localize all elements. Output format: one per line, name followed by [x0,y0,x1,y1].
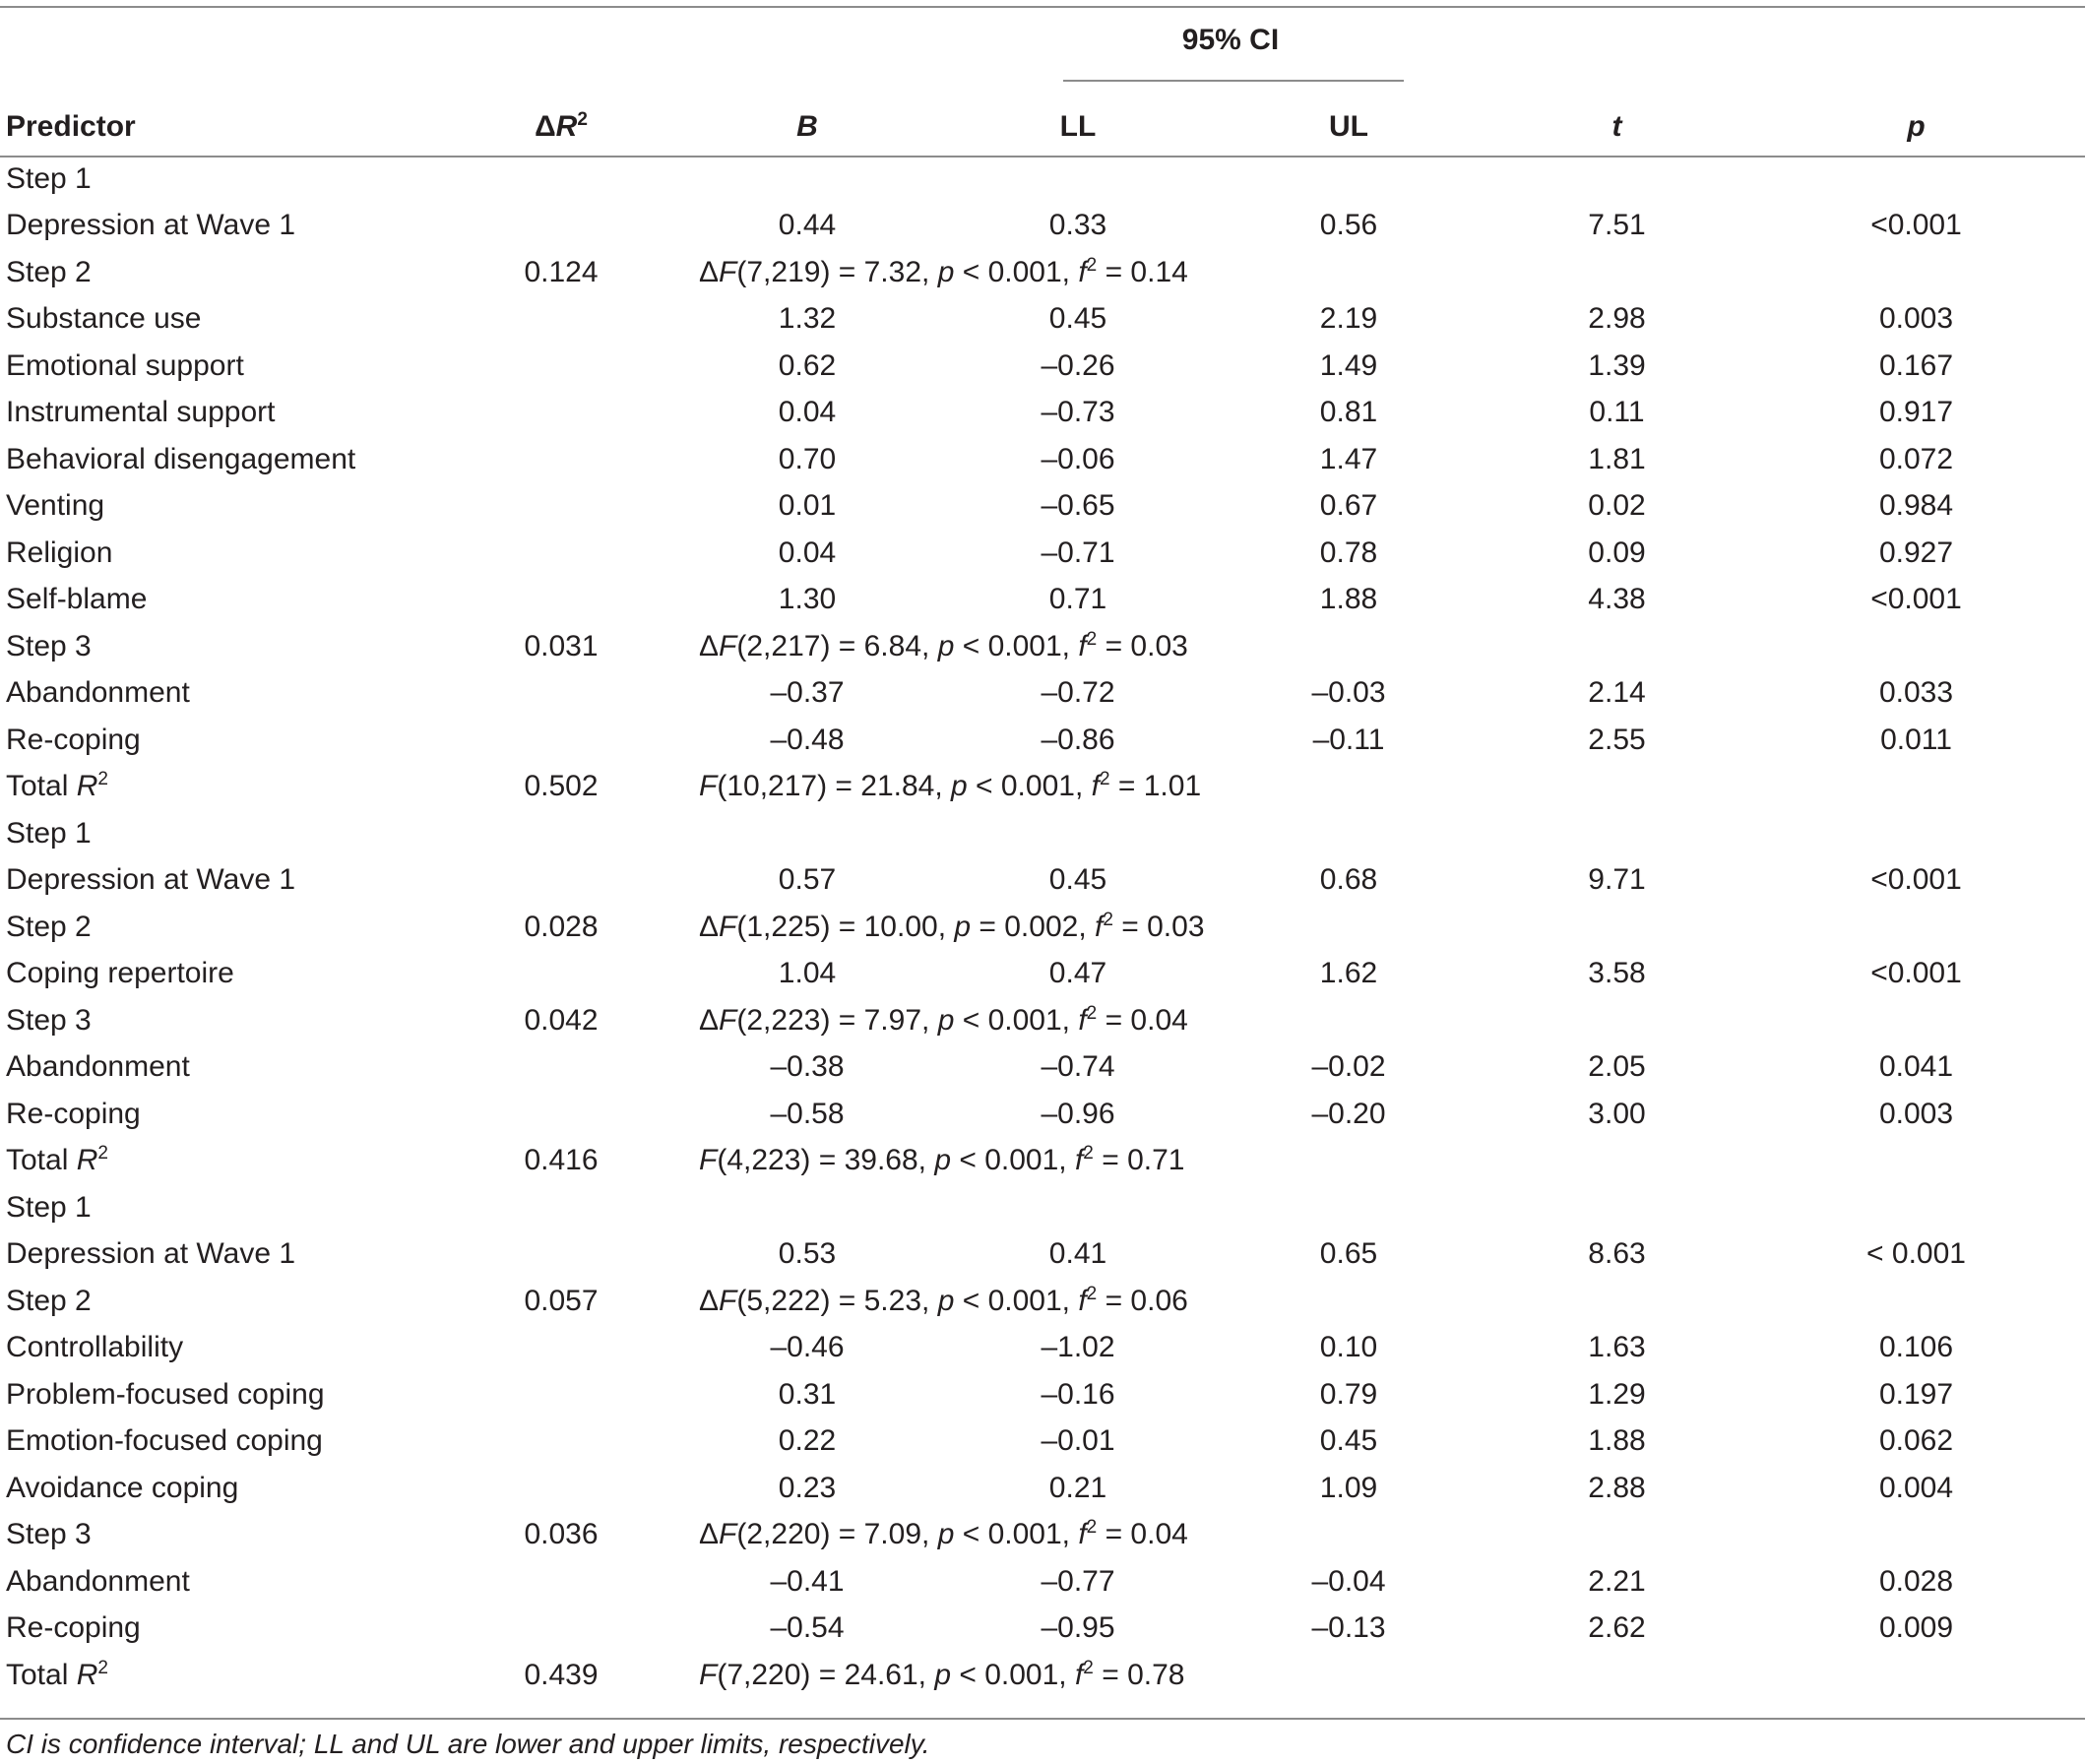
cell-b [669,156,945,203]
cell-delta-r2 [453,1606,669,1653]
cell-ul: 1.88 [1319,583,1378,616]
col-predictor: Predictor [6,110,136,143]
col-p: p [1907,110,1926,143]
table-row [0,1231,2085,1279]
cell-p: <0.001 [1870,209,1962,242]
cell-ll: –0.26 [1041,348,1115,382]
cell-predictor: Step 2 [6,910,92,943]
cell-delta-r2 [453,436,669,483]
cell-p: 0.041 [1878,1050,1954,1084]
bottom-rule [0,1718,2085,1720]
cell-b: –0.41 [770,1564,845,1598]
table-row [0,249,2085,296]
cell-delta-r2 [453,1558,669,1606]
cell-predictor: Depression at Wave 1 [6,1237,296,1271]
cell-t: 2.21 [1588,1564,1646,1598]
cell-delta-r2 [453,390,669,437]
cell-predictor: Abandonment [6,1564,190,1598]
cell-predictor: Step 1 [6,1190,92,1224]
cell-predictor: Avoidance coping [6,1471,239,1504]
cell-t: 2.55 [1588,723,1646,756]
cell-ll: –0.77 [1041,1564,1115,1598]
cell-delta-r2: 0.028 [524,910,599,943]
cell-predictor: Controllability [6,1331,184,1364]
table-row [0,1512,2085,1559]
cell-delta-r2: 0.042 [524,1003,599,1037]
table-row [0,997,2085,1044]
cell-predictor: Instrumental support [6,396,276,429]
table-row [0,1652,2085,1699]
cell-ll: 0.21 [1048,1471,1107,1504]
cell-ul: 0.78 [1319,536,1378,569]
cell-delta-r2 [453,156,669,203]
table-row [0,1558,2085,1606]
cell-p: 0.984 [1878,489,1954,523]
cell-ll: –0.95 [1041,1611,1115,1645]
cell-t: 8.63 [1588,1237,1646,1271]
cell-model-statistic: ΔF(5,222) = 5.23, p < 0.001, $f^2 = 0.06$ [699,1283,1188,1317]
table-row [0,857,2085,905]
cell-ul: 1.47 [1319,442,1378,475]
cell-predictor: Depression at Wave 1 [6,209,296,242]
cell-t: 0.09 [1588,536,1646,569]
cell-ul: 1.09 [1319,1471,1378,1504]
cell-p: 0.062 [1878,1424,1954,1458]
table-row [0,810,2085,857]
table-row [0,717,2085,764]
cell-b: 0.31 [778,1377,837,1411]
cell-t: 2.14 [1588,676,1646,710]
cell-t: 0.02 [1588,489,1646,523]
cell-delta-r2 [453,810,669,857]
cell-ul [1211,1184,1486,1231]
cell-p: 0.004 [1878,1471,1954,1504]
cell-delta-r2 [453,577,669,624]
cell-ll: –1.02 [1041,1331,1115,1364]
cell-ul: 0.81 [1319,396,1378,429]
cell-model-statistic: F(4,223) = 39.68, p < 0.001, $f^2 = 0.71$ [699,1143,1185,1177]
cell-model-statistic: ΔF(7,219) = 7.32, p < 0.001, $f^2 = 0.14$ [699,254,1188,288]
cell-delta-r2 [453,1044,669,1092]
cell-t: 1.39 [1588,348,1646,382]
table-row [0,623,2085,670]
cell-ll: –0.72 [1041,676,1115,710]
cell-t: 3.00 [1588,1097,1646,1130]
cell-t: 1.29 [1588,1377,1646,1411]
cell-delta-r2 [453,1184,669,1231]
table-note: CI is confidence interval; LL and UL are lower and upper limits, respectively. [6,1729,930,1759]
cell-predictor: Total $R^2$ [6,1143,108,1177]
cell-t: 7.51 [1588,209,1646,242]
cell-predictor: Venting [6,489,105,523]
cell-ll: 0.45 [1048,302,1107,336]
cell-b [669,1184,945,1231]
cell-p: 0.011 [1880,723,1952,756]
cell-delta-r2 [453,1325,669,1372]
col-b: B [796,110,818,143]
cell-ll [945,810,1211,857]
table-row [0,764,2085,811]
cell-t: 1.63 [1588,1331,1646,1364]
table-row [0,1325,2085,1372]
cell-predictor: Substance use [6,302,202,336]
cell-ul: 0.65 [1319,1237,1378,1271]
cell-b: 0.62 [778,348,837,382]
cell-predictor: Problem-focused coping [6,1377,325,1411]
cell-ll: 0.41 [1048,1237,1107,1271]
cell-delta-r2 [453,951,669,998]
cell-delta-r2 [453,670,669,718]
table-row [0,1465,2085,1512]
cell-predictor: Total $R^2$ [6,1657,108,1691]
cell-b: –0.54 [770,1611,845,1645]
cell-ll: 0.33 [1048,209,1107,242]
cell-predictor: Re-coping [6,1097,141,1130]
cell-predictor: Step 1 [6,161,92,195]
col-t: t [1611,110,1622,143]
cell-predictor: Step 3 [6,629,92,662]
cell-ul: 0.10 [1319,1331,1378,1364]
cell-b: 0.70 [778,442,837,475]
cell-p: < 0.001 [1866,1237,1966,1271]
cell-t [1486,1184,1747,1231]
cell-ll: –0.71 [1041,536,1115,569]
table-row [0,577,2085,624]
cell-delta-r2 [453,530,669,577]
cell-ul: 0.68 [1319,863,1378,897]
table-body [0,156,2085,1699]
cell-t: 4.38 [1588,583,1646,616]
cell-ll: –0.86 [1041,723,1115,756]
cell-predictor: Self-blame [6,583,148,616]
cell-ll: –0.65 [1041,489,1115,523]
cell-p: 0.072 [1878,442,1954,475]
ci-group-rule [1063,80,1404,82]
cell-p: 0.033 [1878,676,1954,710]
cell-ll: –0.06 [1041,442,1115,475]
cell-t: 0.11 [1589,396,1645,429]
cell-t: 1.88 [1588,1424,1646,1458]
cell-model-statistic: ΔF(1,225) = 10.00, p = 0.002, $f^2 = 0.03$ [699,909,1205,943]
table-row [0,436,2085,483]
cell-ul: –0.02 [1311,1050,1386,1084]
cell-ll: –0.01 [1041,1424,1115,1458]
cell-delta-r2 [453,483,669,531]
cell-p: 0.009 [1878,1611,1954,1645]
cell-ul [1211,156,1486,203]
table-row [0,530,2085,577]
cell-predictor: Step 3 [6,1518,92,1551]
table-row [0,483,2085,531]
cell-ll: –0.73 [1041,396,1115,429]
top-rule [0,6,2085,8]
cell-b: 0.04 [778,536,837,569]
cell-ul: –0.03 [1311,676,1386,710]
cell-predictor: Religion [6,536,113,569]
cell-p: 0.003 [1878,1097,1954,1130]
cell-model-statistic: ΔF(2,220) = 7.09, p < 0.001, $f^2 = 0.04$ [699,1517,1188,1551]
table-row [0,1091,2085,1138]
cell-b: 0.23 [778,1471,837,1504]
cell-delta-r2 [453,1231,669,1279]
cell-predictor: Emotion-focused coping [6,1424,323,1458]
cell-ul: 1.49 [1319,348,1378,382]
cell-b [669,810,945,857]
cell-p: 0.106 [1878,1331,1954,1364]
table-row [0,1418,2085,1466]
table-row [0,296,2085,344]
table-row [0,1371,2085,1418]
cell-t: 2.05 [1588,1050,1646,1084]
cell-t: 2.98 [1588,302,1646,336]
cell-ul: 1.62 [1319,957,1378,990]
cell-predictor: Step 2 [6,1284,92,1317]
cell-model-statistic: F(10,217) = 21.84, p < 0.001, $f^2 = 1.01$ [699,769,1202,803]
cell-delta-r2 [453,203,669,250]
cell-delta-r2 [453,717,669,764]
cell-ul: 0.56 [1319,209,1378,242]
cell-ul: 2.19 [1319,302,1378,336]
table-row [0,951,2085,998]
cell-ll: 0.47 [1048,957,1107,990]
cell-b: –0.48 [770,723,845,756]
cell-b: 0.44 [778,209,837,242]
cell-ul: 0.45 [1319,1424,1378,1458]
cell-t: 1.81 [1588,442,1646,475]
cell-delta-r2: 0.036 [524,1518,599,1551]
cell-b: –0.58 [770,1097,845,1130]
cell-ll [945,1184,1211,1231]
cell-model-statistic: ΔF(2,223) = 7.97, p < 0.001, $f^2 = 0.04$ [699,1002,1188,1037]
table-row [0,1184,2085,1231]
cell-ul: –0.20 [1311,1097,1386,1130]
cell-delta-r2: 0.416 [524,1144,599,1177]
cell-ll: 0.45 [1048,863,1107,897]
cell-predictor: Depression at Wave 1 [6,863,296,897]
table-header [0,98,2085,156]
cell-p [1747,156,2085,203]
cell-delta-r2: 0.439 [524,1658,599,1691]
cell-p: 0.197 [1878,1377,1954,1411]
ci-group-header: 95% CI [1181,24,1280,56]
cell-predictor: Step 3 [6,1003,92,1037]
cell-b: –0.46 [770,1331,845,1364]
cell-ul: 0.79 [1319,1377,1378,1411]
table-row [0,1044,2085,1092]
cell-t: 9.71 [1588,863,1646,897]
cell-predictor: Abandonment [6,1050,190,1084]
cell-delta-r2 [453,1091,669,1138]
col-delta-r2: $\Delta R^2$ [535,109,588,143]
regression-table [0,98,2085,1699]
cell-ul: –0.13 [1311,1611,1386,1645]
cell-b: 1.32 [778,302,837,336]
cell-b: –0.38 [770,1050,845,1084]
cell-predictor: Re-coping [6,723,141,756]
cell-delta-r2 [453,296,669,344]
cell-ll: –0.16 [1041,1377,1115,1411]
table-row [0,156,2085,203]
table-row [0,1606,2085,1653]
table-row [0,1138,2085,1185]
cell-delta-r2 [453,857,669,905]
cell-predictor: Step 2 [6,255,92,288]
cell-ul [1211,810,1486,857]
cell-p: 0.028 [1878,1564,1954,1598]
cell-b: 1.30 [778,583,837,616]
cell-b: 1.04 [778,957,837,990]
cell-b: 0.01 [778,489,837,523]
cell-ul: 0.67 [1319,489,1378,523]
cell-b: 0.53 [778,1237,837,1271]
cell-p: 0.917 [1878,396,1954,429]
cell-ll: 0.71 [1048,583,1107,616]
cell-t: 2.62 [1588,1611,1646,1645]
cell-t [1486,156,1747,203]
cell-b: 0.57 [778,863,837,897]
cell-predictor: Emotional support [6,348,244,382]
col-ll: LL [1059,110,1097,143]
cell-predictor: Coping repertoire [6,957,234,990]
cell-p [1747,810,2085,857]
cell-model-statistic: F(7,220) = 24.61, p < 0.001, $f^2 = 0.78$ [699,1657,1185,1691]
cell-b: –0.37 [770,676,845,710]
cell-ll [945,156,1211,203]
table-row [0,670,2085,718]
cell-predictor: Abandonment [6,676,190,710]
cell-delta-r2 [453,1465,669,1512]
cell-predictor: Behavioral disengagement [6,442,356,475]
cell-b: 0.22 [778,1424,837,1458]
cell-ul: –0.04 [1311,1564,1386,1598]
cell-predictor: Step 1 [6,816,92,850]
table-row [0,904,2085,951]
cell-delta-r2: 0.124 [524,255,599,288]
cell-delta-r2 [453,1371,669,1418]
cell-delta-r2: 0.502 [524,770,599,803]
cell-ll: –0.74 [1041,1050,1115,1084]
cell-p: <0.001 [1870,583,1962,616]
cell-delta-r2 [453,343,669,390]
table-row [0,203,2085,250]
cell-t [1486,810,1747,857]
cell-delta-r2: 0.057 [524,1284,599,1317]
cell-delta-r2 [453,1418,669,1466]
cell-p: 0.167 [1878,348,1954,382]
cell-p: 0.003 [1878,302,1954,336]
cell-t: 2.88 [1588,1471,1646,1504]
table-row [0,390,2085,437]
cell-delta-r2: 0.031 [524,629,599,662]
cell-p: <0.001 [1870,863,1962,897]
table-row [0,1278,2085,1325]
cell-t: 3.58 [1588,957,1646,990]
cell-p [1747,1184,2085,1231]
cell-ul: –0.11 [1312,723,1385,756]
cell-model-statistic: ΔF(2,217) = 6.84, p < 0.001, $f^2 = 0.03$ [699,628,1188,662]
cell-p: <0.001 [1870,957,1962,990]
cell-p: 0.927 [1878,536,1954,569]
cell-predictor: Total $R^2$ [6,769,108,803]
col-ul: UL [1329,110,1368,143]
table-row [0,343,2085,390]
cell-b: 0.04 [778,396,837,429]
cell-ll: –0.96 [1041,1097,1115,1130]
cell-predictor: Re-coping [6,1611,141,1645]
